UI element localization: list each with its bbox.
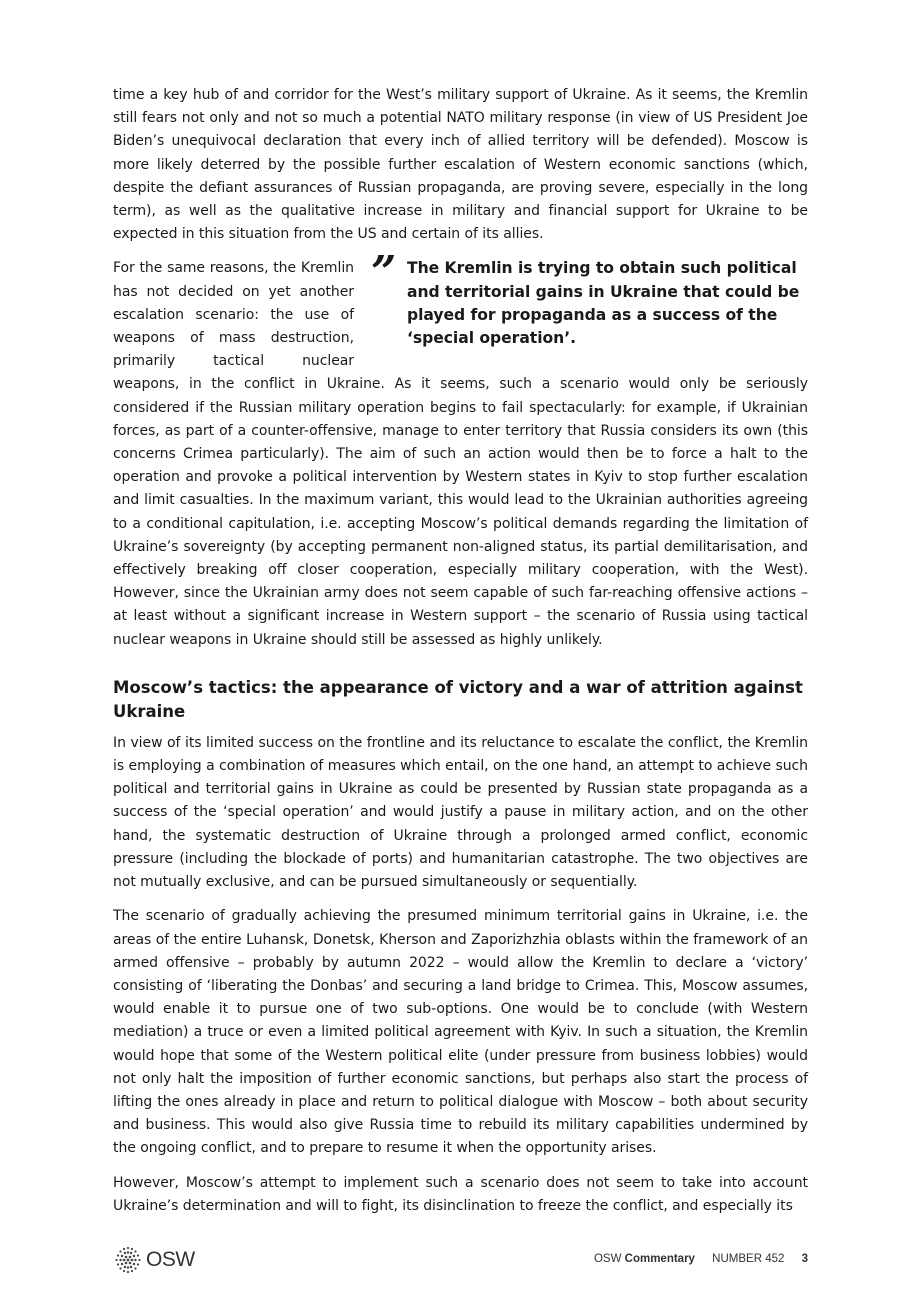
footer-brand-bold: Commentary bbox=[624, 1253, 695, 1265]
footer-publication-info bbox=[594, 1253, 808, 1265]
footer-brand-plain: OSW bbox=[593, 1253, 625, 1265]
paragraph-3: In view of its limited success on the frontline and its reluctance to escalate the conflict, the Kremlin is employing a combination of measures which entail, on the one hand, an attempt to achieve such political and territorial gains in Ukraine as could be presented by Russian state propaganda as a success of the ‘special operation’ and would justify a pause in military action, and on the other hand, the systematic destruction of Ukraine through a prolonged armed conflict, economic pressure (including the blockade of ports) and humanitarian catastrophe. The two objectives are not mutually exclusive, and can be pursued simultaneously or sequentially. bbox=[113, 734, 808, 891]
paragraph-2: For the same reasons, the Kremlin has not decided on yet another escalation scenario: the use of weapons of mass destruction, primarily tactical nuclear weapons, in the conflict in Ukraine. As it seems, such a scenario would only be seriously considered if the Russian military operation begins to fail spectacularly: for example, if Ukrainian forces, as part of a counter-offensive, manage to enter territory that Russia considers its own (this concerns Crimea particularly). The aim of such an action would then be to force a halt to the operation and provoke a political intervention by Western states in Kyiv to stop further escalation and limit casualties. In the maximum variant, this would lead to the Ukrainian authorities agreeing to a conditional capitulation, i.e. accepting Moscow’s political demands regarding the limitation of Ukraine’s sovereignty (by accepting permanent non-aligned status, its partial demilitarisation, and effectively breaking off closer cooperation, especially military cooperation, with the West). However, since the Ukrainian army does not seem capable of such far-reaching offensive actions – at least without a significant increase in Western support – the scenario of Russia using tactical nuclear weapons in Ukraine should still be assessed as highly unlikely. bbox=[113, 260, 808, 648]
globe-dots-icon bbox=[113, 1245, 143, 1275]
paragraph-2-block bbox=[113, 247, 808, 651]
page-number: 3 bbox=[801, 1253, 808, 1265]
section-heading: Moscow’s tactics: the appearance of victory and a war of attrition against Ukraine bbox=[113, 677, 803, 721]
paragraph-4: The scenario of gradually achieving the presumed minimum territorial gains in Ukraine, i.e. the areas of the entire Luhansk, Donetsk, Kherson and Zaporizhzhia oblasts within the framework of an armed offensive – probably by autumn 2022 – would allow the Kremlin to declare a ‘victory’ consisting of ‘liberating the Donbas’ and securing a land bridge to Crimea. This, Moscow assumes, would enable it to pursue one of two sub-options. One would be to conclude (with Western mediation) a truce or even a limited political agreement with Kyiv. In such a situation, the Kremlin would hope that some of the Western political elite (under pressure from business lobbies) would not only halt the imposition of further economic sanctions, but perhaps also start the process of lifting the ones already in place and return to political dialogue with Moscow – both about security and business. This would also give Russia time to rebuild its military capabilities undermined by the ongoing conflict, and to prepare to resume it when the opportunity arises. bbox=[113, 908, 808, 1157]
page-footer bbox=[113, 1245, 808, 1275]
logo-text: OSW bbox=[146, 1248, 195, 1271]
quote-mark-icon: ” bbox=[371, 247, 397, 299]
pull-quote-text: The Kremlin is trying to obtain such political and territorial gains in Ukraine that could be played for propaganda as a success of the ‘special operation’. bbox=[407, 259, 800, 348]
osw-logo bbox=[113, 1245, 195, 1275]
pull-quote bbox=[370, 247, 808, 350]
paragraph-5: However, Moscow’s attempt to implement such a scenario does not seem to take into account Ukraine’s determination and will to fight, its disinclination to freeze the conflict, and especially its bbox=[113, 1174, 808, 1214]
article-body bbox=[113, 84, 808, 1218]
paragraph-1: time a key hub of and corridor for the West’s military support of Ukraine. As it seems, the Kremlin still fears not only and not so much a potential NATO military response (in view of US President Joe Biden’s unequivocal declaration that every inch of allied territory will be defended). Moscow is more likely deterred by the possible further escalation of Western economic sanctions (which, despite the defiant assurances of Russian propaganda, are proving severe, especially in the long term), as well as the qualitative increase in military and financial support for Ukraine to be expected in this situation from the US and certain of its allies. bbox=[113, 87, 808, 243]
footer-issue-number: NUMBER 452 bbox=[712, 1253, 785, 1265]
